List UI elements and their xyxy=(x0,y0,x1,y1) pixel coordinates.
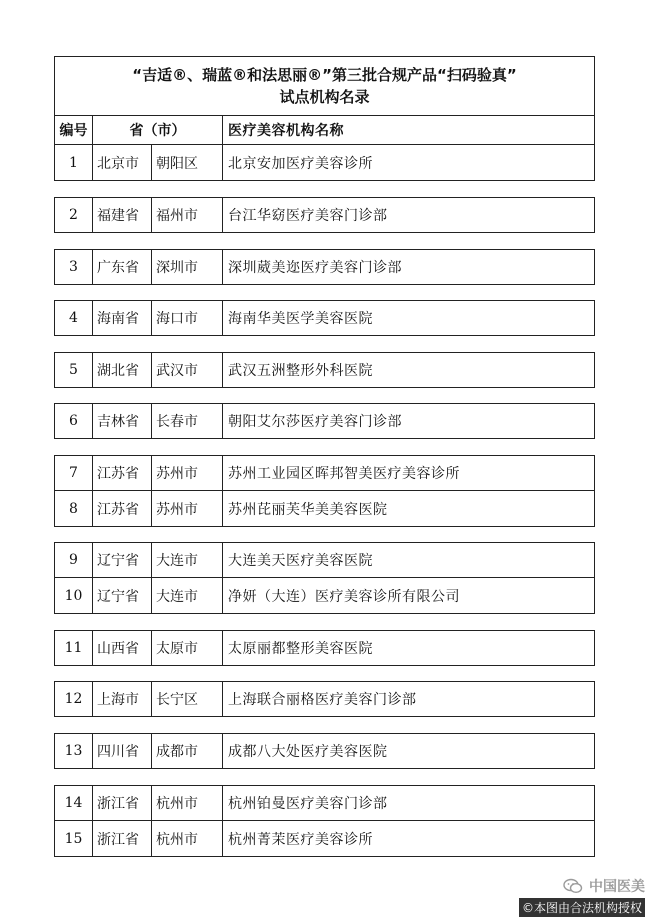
row-city: 朝阳区 xyxy=(151,145,223,180)
row-city: 苏州市 xyxy=(151,491,223,526)
row-institution: 深圳葳美迩医疗美容门诊部 xyxy=(228,260,402,276)
row-institution: 台江华窈医疗美容门诊部 xyxy=(228,208,388,224)
table-row xyxy=(54,145,595,181)
watermark xyxy=(519,876,645,917)
table-row xyxy=(54,821,595,857)
table-row xyxy=(54,733,595,769)
row-province: 上海市 xyxy=(97,692,139,708)
row-num: 10 xyxy=(55,578,93,613)
watermark-brand xyxy=(519,876,645,896)
row-province: 山西省 xyxy=(97,641,139,657)
header-institution: 医疗美容机构名称 xyxy=(228,123,344,139)
row-institution: 武汉五洲整形外科医院 xyxy=(228,363,373,379)
row-city: 成都市 xyxy=(151,734,223,768)
table-row xyxy=(54,542,595,578)
row-city: 福州市 xyxy=(151,198,223,232)
row-institution: 北京安加医疗美容诊所 xyxy=(228,155,373,172)
table-header-row xyxy=(54,115,595,145)
row-province: 海南省 xyxy=(97,311,139,327)
table-row xyxy=(54,455,595,491)
table-row xyxy=(54,352,595,388)
row-city: 杭州市 xyxy=(151,821,223,856)
row-num: 5 xyxy=(55,353,93,387)
row-institution: 成都八大处医疗美容医院 xyxy=(228,744,388,760)
title-line-2: 试点机构名录 xyxy=(279,88,370,106)
table-row xyxy=(54,300,595,336)
row-city: 长宁区 xyxy=(151,682,223,716)
table-row xyxy=(54,681,595,717)
row-institution: 杭州菁茉医疗美容诊所 xyxy=(228,831,373,848)
row-province: 浙江省 xyxy=(97,831,139,848)
header-province-city: 省（市） xyxy=(93,116,223,144)
row-city: 长春市 xyxy=(151,404,223,438)
table-row xyxy=(54,403,595,439)
row-institution: 杭州铂曼医疗美容门诊部 xyxy=(228,796,388,812)
row-num: 14 xyxy=(55,786,93,820)
row-province: 四川省 xyxy=(97,744,139,760)
row-city: 太原市 xyxy=(151,631,223,665)
table-row xyxy=(54,785,595,821)
row-num: 12 xyxy=(55,682,93,716)
row-city: 苏州市 xyxy=(151,456,223,490)
row-province: 广东省 xyxy=(97,260,139,276)
row-province: 北京市 xyxy=(97,155,139,172)
row-province: 福建省 xyxy=(97,208,139,224)
row-num: 13 xyxy=(55,734,93,768)
table-row xyxy=(54,491,595,527)
watermark-note: ©本图由合法机构授权 xyxy=(519,898,645,917)
row-province: 辽宁省 xyxy=(97,553,139,569)
row-num: 8 xyxy=(55,491,93,526)
row-num: 1 xyxy=(55,145,93,180)
wechat-icon xyxy=(563,878,583,894)
row-num: 7 xyxy=(55,456,93,490)
row-city: 深圳市 xyxy=(151,250,223,284)
row-institution: 朝阳艾尔莎医疗美容门诊部 xyxy=(228,414,402,430)
header-num: 编号 xyxy=(55,116,93,144)
title-line-1: “吉适®、瑞蓝®和法思丽®”第三批合规产品“扫码验真” xyxy=(132,66,517,84)
table-row xyxy=(54,630,595,666)
row-city: 海口市 xyxy=(151,301,223,335)
row-city: 武汉市 xyxy=(151,353,223,387)
row-num: 11 xyxy=(55,631,93,665)
row-num: 6 xyxy=(55,404,93,438)
row-city: 大连市 xyxy=(151,578,223,613)
row-institution: 净妍（大连）医疗美容诊所有限公司 xyxy=(228,588,460,605)
table-row xyxy=(54,197,595,233)
row-province: 吉林省 xyxy=(97,414,139,430)
table-row xyxy=(54,249,595,285)
row-province: 江苏省 xyxy=(97,466,139,482)
row-province: 辽宁省 xyxy=(97,588,139,605)
row-city: 大连市 xyxy=(151,543,223,577)
row-num: 9 xyxy=(55,543,93,577)
row-institution: 海南华美医学美容医院 xyxy=(228,311,373,327)
row-institution: 苏州芘丽芙华美美容医院 xyxy=(228,501,388,518)
document-title-block xyxy=(54,56,595,115)
row-province: 浙江省 xyxy=(97,796,139,812)
row-num: 15 xyxy=(55,821,93,856)
row-province: 江苏省 xyxy=(97,501,139,518)
row-num: 2 xyxy=(55,198,93,232)
row-num: 4 xyxy=(55,301,93,335)
row-city: 杭州市 xyxy=(151,786,223,820)
row-institution: 上海联合丽格医疗美容门诊部 xyxy=(228,692,417,708)
row-institution: 大连美天医疗美容医院 xyxy=(228,553,373,569)
watermark-brand-text: 中国医美 xyxy=(589,879,645,895)
row-province: 湖北省 xyxy=(97,363,139,379)
row-institution: 太原丽都整形美容医院 xyxy=(228,641,373,657)
table-row xyxy=(54,578,595,614)
row-num: 3 xyxy=(55,250,93,284)
row-institution: 苏州工业园区晖邦智美医疗美容诊所 xyxy=(228,466,460,482)
